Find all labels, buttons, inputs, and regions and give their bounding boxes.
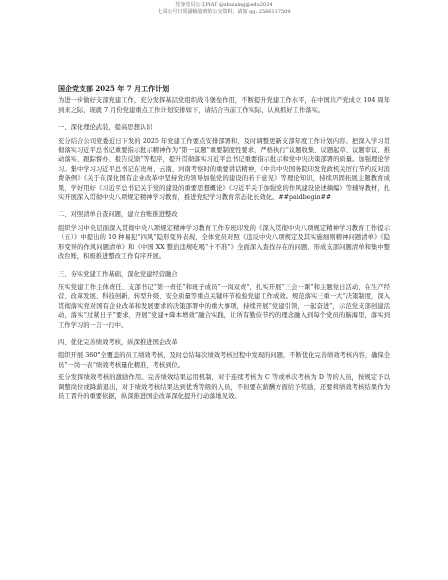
section-1-paragraph: 充分结合公司党委近日下发的 2025 年党建工作要点安排部署和，及时调整更新支部年度工作计划内容。把深入学习贯彻落实习近平总书记重要指示批示精神作为“第一议题”重要制度性要求，严格执行“议题收集、议题起草、议题审议、推动落实、跟踪督办、报告反馈”等程序，提升贯彻落实习近平总书记重要指示批示和党中央决策部署的质量。加强理论学习。集中学习习近平总书记在贵州、云南、河南考察时的重要讲话精神，《中共中央国务院印发党政机关厉行节约反对浪费条例》《关于在深化国有企业改革中坚持党的领导加强党的建设的若干意见》等理论知识，持续巩固拓展主题教育成果，学好用好《习近平总书记关于党的建设的重要思想概论》《习近平关于加强党的作风建设论述摘编》等辅导教材，扎实开展深入贯彻中央八项规定精神学习教育，推进党纪学习教育常态化长效化。##paidbegin## — [58, 137, 390, 202]
section-4-heading: 四、优化完善绩效考核，纵深推进国企改革 — [58, 338, 178, 346]
header-line-1: 党身党员公文PIAT @shuixing@edu2024 — [175, 2, 273, 8]
header-strip — [0, 0, 448, 16]
section-2-paragraph: 组织学习中央层面深入贯彻中央八项规定精神学习教育工作专班印发的《深入贯彻中央八项规定精神学习教育工作提示（五）》中提出的 10 种易犯“四风”隐形变异表现，全体党员对照《违反中央八项规定及其实施细则精神问题清单》《隐形变异的作风问题清单》和《中国 XX 整治违规吃喝“十不准”》全面深入查找存在的问题，形成支部问题清单和集中整改台账，积极推进整改工作有序开展。 — [58, 224, 390, 261]
section-4-paragraph-1: 组织开展 360°全覆盖的员工绩效考核，及时总结每次绩效考核过程中发现的问题，不断优化完善绩效考核内容，确保全员“一岗一表”绩效考核量化精准，考核到位。 — [58, 352, 391, 369]
section-3-heading: 三、夯实党建工作基础，深化党建经营融合 — [58, 270, 178, 278]
header-line-2: 七哥公号日常副稿量到的公交资料，请加 qq: 2566117509 — [157, 9, 291, 15]
section-3-paragraph: 压实党建工作主体责任、支部书记“第一责任”和班子成员“一岗双责”，扎实开展“三会一课”和主题党日活动，在生产经营、改革发展、科技创新、转型升级、安全质量等重点关键环节检验党建工作成效。规范落实三重一大“决策制度，深入贯彻落实党对国有企业改革和发展要求的决策部署中的重大事项，持续开展“党建引领，一起奋进”，示范党支部创建活动，落实“过紧日子”要求，开展“党建+降本增效”融合实践，让所有勤俭节约的理念融入到每个党员的脑海里，落实到工作学习的一言一行中。 — [58, 283, 390, 329]
document-body — [58, 84, 390, 404]
section-1-heading: 一、深化理论武装，提高思想认识 — [58, 124, 153, 132]
document-title: 国企党支部 2025 年 7 月工作计划 — [58, 84, 170, 93]
section-4-paragraph-2: 充分发挥绩效考核的激励作用。完善绩效结果运用机制，对于连续考核为 C 等或单次考核为 D 等的人员，按规定予以调整岗位或降薪退出，对于绩效考核结果达到优秀等级的人员，不但要在薪酬方面给予奖励，还要将绩效考核结果作为员工晋升的重要依据，纵深推进国企改革深化提升行动落地见效。 — [58, 374, 390, 400]
intro-paragraph: 为进一步做好支部党建工作，充分发挥基层党组织战斗堡垒作用，不断提升党建工作水平，在中国共产党成立 104 周年到来之际，现就 7 月份党建重点工作计划安排如下，请结合当前工作实际，认真抓好工作落实。 — [58, 97, 390, 114]
section-2-heading: 二、对照清单自查问题，建立台账推进整改 — [58, 211, 178, 219]
